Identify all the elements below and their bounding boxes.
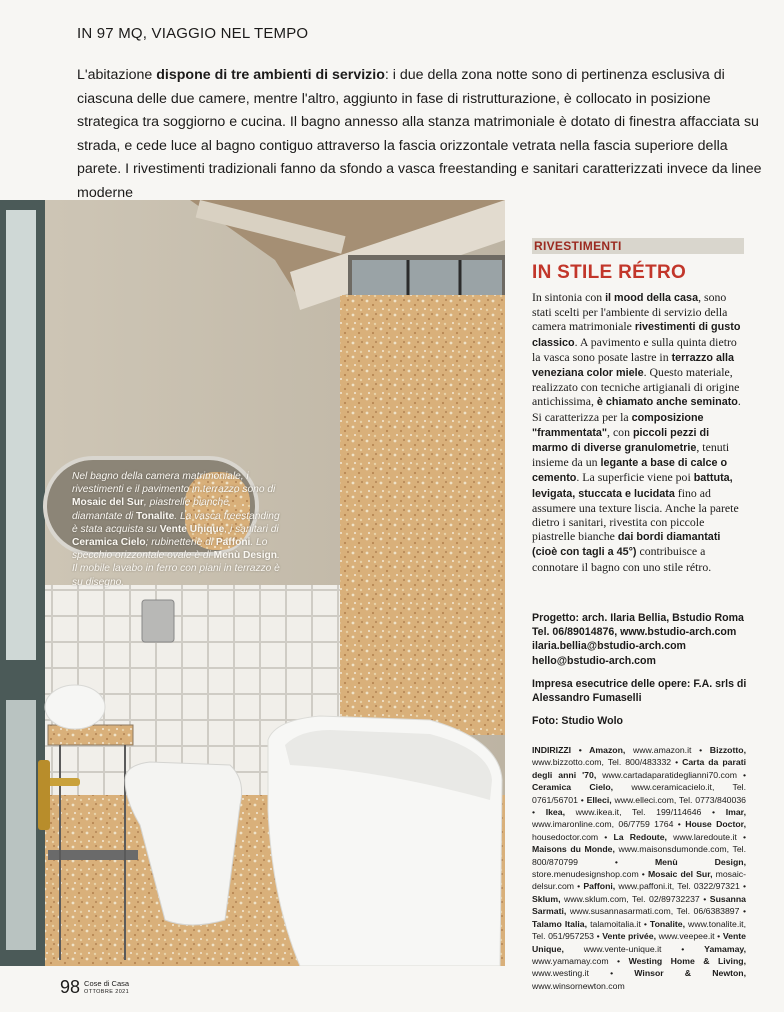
caption-brand: Tonalite — [136, 510, 175, 522]
credits-company: Impresa esecutrice delle opere: F.A. srls di Alessandro Fumaselli — [532, 677, 747, 705]
address-name: La Redoute, — [613, 831, 667, 842]
caption-brand: Mosaic del Sur — [72, 497, 144, 509]
address-name: Yamamay, — [704, 943, 746, 954]
address-name: Vente Unique, — [532, 931, 746, 954]
address-detail: www.cartadaparatideglianni70.com • — [596, 769, 746, 780]
intro-highlight: dispone di tre ambienti di servizio — [156, 67, 385, 83]
credits-photo: Foto: Studio Wolo — [532, 715, 623, 728]
address-name: INDIRIZZI • Amazon, — [532, 745, 626, 755]
page-footer — [60, 978, 129, 996]
intro-text: L'abitazione — [77, 67, 157, 83]
address-detail: store.menudesignshop.com • — [532, 869, 648, 880]
sidebar-highlight: rivestimenti di gusto classico — [532, 321, 741, 349]
sidebar-highlight: legante a base di calce o cemento — [532, 457, 728, 485]
page-number: 98 — [60, 977, 81, 997]
address-detail: housedoctor.com • — [532, 831, 614, 842]
caption-text: , piastrelle bianche diamantate di — [72, 497, 229, 522]
intro-text: : i due della zona notte sono di pertinenza esclusiva di ciascuna delle due camere, mentre l'altro, aggiunto in fase di ristrutturazione, è collocato in posizione strategica tra soggiorno e cucina. Il bagno annesso alla stanza matrimoniale è dotato di finestra affacciata su strada, e cede luce al bagno contiguo attraverso la fascia orizzontale vetrata nella fascia superiore della parete. I rivestimenti tradizionali fanno da sfondo a vasca freestanding e sanitari caratterizzati invece da linee moderne — [77, 67, 762, 201]
sidebar-text: , con — [607, 424, 633, 439]
magazine-info — [84, 980, 129, 996]
sidebar-text: , sono stati scelti per l'ambiente di servizio della camera matrimoniale — [532, 290, 728, 334]
address-detail: www.yamamay.com • — [532, 955, 629, 966]
address-name: Elleci, — [586, 794, 612, 805]
sidebar-highlight: è chiamato anche seminato — [596, 396, 738, 409]
caption-brand: Paffoni — [215, 537, 251, 549]
caption-brand: Menù Design — [213, 550, 277, 562]
address-detail: www.laredoute.it • — [666, 831, 747, 842]
address-name: Talamo Italia, — [532, 918, 588, 929]
address-name: Vente privée, — [602, 931, 656, 942]
address-detail: www.imaronline.com, 06/7759 1764 • — [532, 819, 686, 830]
address-detail: www.vente-unique.it • — [563, 943, 705, 954]
credits — [532, 611, 747, 737]
sidebar-highlight: dai bordi diamantati (cioè con tagli a 45°) — [532, 531, 721, 559]
address-detail: www.susannasarmati.com, Tel. 06/6383897 • — [566, 906, 746, 917]
address-name: Menù Design, — [654, 856, 746, 867]
address-detail: www.tonalite.it, Tel. 051/957253 • — [532, 918, 746, 942]
address-name: Susanna Sarmati, — [532, 893, 746, 917]
address-detail: www.elleci.com, Tel. 0773/840036 • — [532, 794, 746, 818]
sidebar-highlight: piccoli pezzi di marmo di diverse granulometrie — [532, 426, 710, 455]
address-detail: www.westing.it • — [532, 968, 635, 979]
address-name: Maisons du Monde, — [532, 844, 615, 855]
email-line: hello@bstudio-arch.com — [532, 654, 656, 667]
address-name: Carta da parati degli anni '70, — [532, 757, 747, 780]
sidebar-text: . Questo materiale, realizzato con tecniche artigianali di origine antichissima, — [532, 365, 740, 409]
address-detail: www.amazon.it • — [625, 745, 710, 755]
sidebar-kicker: RIVESTIMENTI — [532, 238, 744, 254]
address-name: Paffoni, — [583, 881, 616, 892]
caption-text: . La vasca freestanding è stata acquista su — [72, 510, 280, 535]
address-detail: www.paffoni.it, Tel. 0322/97321 • — [615, 881, 746, 892]
caption-text: Nel bagno della camera matrimoniale, i rivestimenti e il pavimento in terrazzo sono di — [72, 471, 276, 496]
sidebar-highlight: terrazzo alla veneziana color miele — [532, 351, 734, 380]
address-name: Imar, — [725, 807, 746, 818]
sidebar-text: contribuisce a connotare il bagno con uno stile rétro. — [532, 544, 712, 574]
address-detail: talamoitalia.it • — [587, 918, 650, 929]
addresses-list — [532, 744, 746, 992]
sidebar-highlight: battuta, levigata, stuccata e lucidata — [532, 472, 733, 500]
magazine-name: Cose di Casa — [84, 979, 130, 988]
sidebar-title: IN STILE RÉTRO — [532, 262, 687, 283]
intro-paragraph — [77, 64, 767, 205]
sidebar-box — [532, 238, 744, 574]
address-detail: www.ikea.it, Tel. 199/114646 • — [565, 807, 726, 818]
section-header: IN 97 MQ, VIAGGIO NEL TEMPO — [77, 25, 309, 42]
address-name: Westing Home & Living, — [628, 955, 746, 966]
address-detail: www.sklum.com, Tel. 02/89732237 • — [560, 893, 710, 904]
sidebar-text: fino ad assumere una texture liscia. Anche la parete dietro i sanitari, rivestita con piccole piastrelle bianche — [532, 485, 739, 544]
sidebar-text: , tenuti insieme da un — [532, 440, 730, 470]
address-detail: www.bizzotto.com, Tel. 800/483332 • — [532, 757, 683, 768]
sidebar-text: In sintonia con — [532, 290, 606, 304]
address-name: House Doctor, — [685, 819, 746, 830]
address-name: Mosaic del Sur, — [647, 869, 713, 880]
address-name: Winsor & Newton, — [634, 968, 746, 979]
address-name: Ikea, — [545, 807, 566, 818]
caption-brand: Vente Unique — [159, 523, 225, 535]
credits-project — [532, 611, 747, 668]
address-detail: www.maisonsdumonde.com, Tel. 800/870799 • — [532, 844, 746, 867]
caption-brand: Ceramica Cielo — [72, 537, 146, 549]
bathroom-photo — [0, 200, 505, 966]
photo-caption — [72, 470, 282, 589]
caption-text: , i sanitari di — [224, 523, 279, 535]
sidebar-text: . A pavimento e sulla quinta dietro la vasca sono posate lastre in — [532, 334, 737, 364]
sidebar-highlight: il mood della casa — [605, 292, 699, 304]
caption-text: ; rubinetterie di — [145, 537, 216, 549]
address-detail: mosaic-delsur.com • — [532, 869, 747, 892]
sidebar-highlight: composizione "frammentata" — [532, 411, 704, 439]
sidebar-text: . La superficie viene poi — [576, 470, 694, 485]
sidebar-body — [532, 290, 744, 574]
caption-text: . Il mobile lavabo in ferro con piani in terrazzo è su disegno. — [72, 550, 280, 588]
magazine-issue: OTTOBRE 2021 — [84, 989, 130, 995]
sidebar-text: . Si caratterizza per la — [532, 394, 741, 424]
address-name: Bizzotto, — [709, 745, 746, 755]
email-line: ilaria.bellia@bstudio-arch.com — [532, 640, 686, 653]
address-name: Tonalite, — [649, 918, 685, 929]
address-detail: www.ceramicacielo.it, Tel. 0761/56701 • — [532, 782, 746, 805]
caption-text: . Lo specchio orizzontale ovale è di — [72, 537, 268, 562]
address-detail: www.winsornewton.com — [532, 980, 625, 991]
address-name: Sklum, — [532, 893, 561, 904]
address-detail: www.veepee.it • — [656, 931, 723, 942]
project-line: Progetto: arch. Ilaria Bellia, Bstudio Roma — [532, 612, 744, 624]
contacts-line: Tel. 06/89014876, www.bstudio-arch.com — [532, 626, 737, 639]
address-name: Ceramica Cielo, — [532, 782, 614, 793]
